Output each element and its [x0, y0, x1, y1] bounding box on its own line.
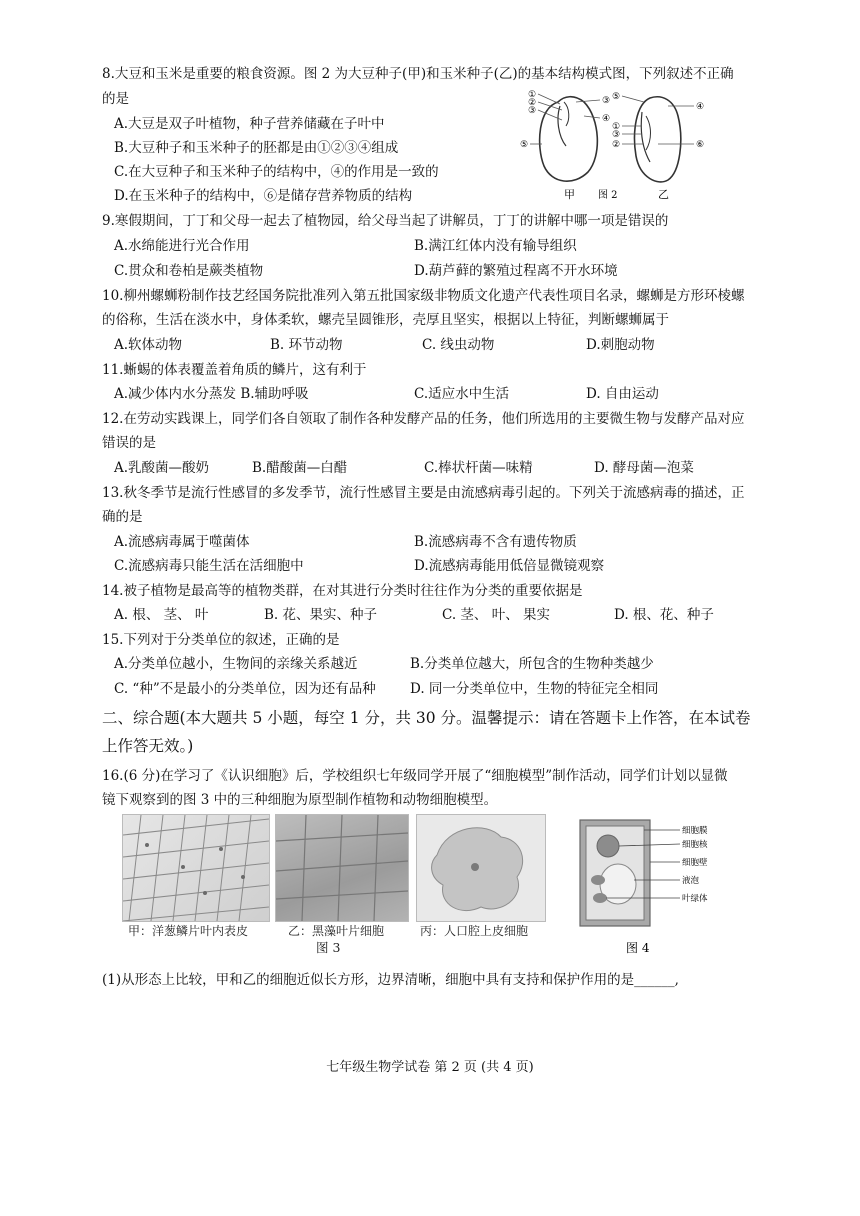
q16-stem-line2: 镜下观察到的图 3 中的三种细胞为原型制作植物和动物细胞模型。 — [102, 792, 498, 808]
q8-stem-line2: 的是 — [102, 91, 129, 107]
q16-stem-line1: 16.(6 分)在学习了《认识细胞》后，学校组织七年级同学开展了“细胞模型”制作活动，同学们计划以显微 — [102, 768, 728, 784]
q13-option-c: C.流感病毒只能生活在活细胞中 — [114, 558, 304, 574]
q8-fig-label: ④ — [696, 102, 705, 112]
fig4-label: 液泡 — [682, 876, 700, 886]
q15-option-c: C. “种”不是最小的分类单位，因为还有品种 — [114, 681, 376, 697]
photo-onion-epidermis — [122, 814, 270, 922]
q12-stem-line1: 12.在劳动实践课上，同学们各自领取了制作各种发酵产品的任务，他们所选用的主要微生物与发酵产品对应 — [102, 411, 745, 427]
fig4-label: 细胞膜 — [682, 826, 708, 836]
q8-fig-label: ① — [612, 122, 621, 132]
q8-fig-label: ② — [528, 98, 537, 108]
figure-3-caption: 图 3 — [316, 940, 341, 955]
q14-option-a: A. 根、 茎、 叶 — [114, 607, 209, 623]
q14-stem: 14.被子植物是最高等的植物类群，在对其进行分类时往往作为分类的重要依据是 — [102, 583, 583, 599]
q12-option-c: C.棒状杆菌—味精 — [424, 460, 533, 476]
seed-diagram-illustration — [518, 86, 718, 202]
q11-option-ab: A.减少体内水分蒸发 B.辅助呼吸 — [114, 386, 309, 402]
q16-sub1: (1)从形态上比较，甲和乙的细胞近似长方形，边界清晰，细胞中具有支持和保护作用的是______, — [102, 972, 679, 988]
q13-stem-line1: 13.秋冬季节是流行性感冒的多发季节，流行性感冒主要是由流感病毒引起的。下列关于流感病毒的描述，正 — [102, 485, 745, 501]
photo-cheek-epithelial-cells — [416, 814, 546, 922]
q15-option-b: B.分类单位越大，所包含的生物种类越少 — [410, 656, 654, 672]
q10-stem-line1: 10.柳州螺蛳粉制作技艺经国务院批准列入第五批国家级非物质文化遗产代表性项目名录，螺蛳是方形环棱螺 — [102, 288, 745, 304]
q8-fig-label: ⑤ — [520, 140, 529, 150]
q12-stem-line2: 错误的是 — [102, 435, 156, 451]
q8-fig-label: ③ — [602, 96, 611, 106]
fig3-caption-yi: 乙：黑藻叶片细胞 — [288, 924, 385, 938]
q11-option-c: C.适应水中生活 — [414, 386, 510, 402]
fig3-caption-bing: 丙：人口腔上皮细胞 — [420, 924, 529, 938]
q10-option-c: C. 线虫动物 — [422, 337, 495, 353]
q9-option-c: C.贯众和卷柏是蕨类植物 — [114, 263, 264, 279]
q8-option-c: C.在大豆种子和玉米种子的结构中，④的作用是一致的 — [114, 164, 439, 180]
figure-4-caption: 图 4 — [626, 941, 650, 955]
q14-option-c: C. 茎、 叶、 果实 — [442, 607, 551, 623]
q9-stem: 9.寒假期间，丁丁和父母一起去了植物园，给父母当起了讲解员，丁丁的讲解中哪一项是错误的 — [102, 213, 669, 229]
q11-option-d: D. 自由运动 — [586, 386, 659, 402]
q10-option-a: A.软体动物 — [114, 337, 183, 353]
fig4-label: 细胞壁 — [682, 858, 708, 868]
q12-option-d: D. 酵母菌—泡菜 — [594, 460, 694, 476]
q15-option-a: A.分类单位越小，生物间的亲缘关系越近 — [114, 656, 358, 672]
q9-option-d: D.葫芦藓的繁殖过程离不开水环境 — [414, 263, 618, 279]
q12-option-b: B.醋酸菌—白醋 — [252, 460, 348, 476]
fig3-caption-jia: 甲：洋葱鳞片叶内表皮 — [128, 924, 249, 938]
q13-stem-line2: 确的是 — [102, 509, 143, 525]
section-2-heading-line2: 上作答无效。) — [102, 737, 194, 755]
q12-option-a: A.乳酸菌—酸奶 — [114, 460, 210, 476]
q8-fig-label: ② — [612, 140, 621, 150]
q8-fig-label: ④ — [602, 114, 611, 124]
q8-option-d: D.在玉米种子的结构中，⑥是储存营养物质的结构 — [114, 188, 413, 204]
fig4-label: 细胞核 — [682, 840, 708, 850]
q15-option-d: D. 同一分类单位中，生物的特征完全相同 — [410, 681, 659, 697]
q9-option-a: A.水绵能进行光合作用 — [114, 238, 250, 254]
q9-option-b: B.满江红体内没有输导组织 — [414, 238, 577, 254]
q13-option-b: B.流感病毒不含有遗传物质 — [414, 534, 577, 550]
q8-fig-label: ① — [528, 90, 537, 100]
q13-option-a: A.流感病毒属于噬菌体 — [114, 534, 250, 550]
section-2-heading-line1: 二、综合题(本大题共 5 小题，每空 1 分，共 30 分。温馨提示：请在答题卡上作答，在本试卷 — [102, 709, 751, 727]
q8-fig-label: ⑥ — [696, 140, 705, 150]
q15-stem: 15.下列对于分类单位的叙述，正确的是 — [102, 632, 340, 648]
q8-caption-yi: 乙 — [658, 188, 669, 201]
q8-caption-jia: 甲 — [564, 188, 575, 201]
q11-stem: 11.蜥蜴的体表覆盖着角质的鳞片，这有利于 — [102, 362, 367, 378]
q8-option-a: A.大豆是双子叶植物，种子营养储藏在子叶中 — [114, 116, 385, 132]
q10-option-b: B. 环节动物 — [270, 337, 343, 353]
q14-option-d: D. 根、花、种子 — [614, 607, 714, 623]
q10-option-d: D.刺胞动物 — [586, 337, 655, 353]
q10-stem-line2: 的俗称，生活在淡水中，身体柔软，螺壳呈圆锥形，壳厚且坚实，根据以上特征，判断螺蛳属于 — [102, 312, 669, 328]
figure-4-plant-cell — [570, 814, 720, 956]
q8-fig-label: ⑤ — [612, 92, 621, 102]
plant-cell-diagram — [570, 814, 720, 956]
q8-option-b: B.大豆种子和玉米种子的胚都是由①②③④组成 — [114, 140, 399, 156]
q8-fig-label: ③ — [528, 106, 537, 116]
q8-fig-label: ③ — [612, 130, 621, 140]
fig4-label: 叶绿体 — [682, 894, 708, 904]
photo-hydrilla-leaf-cells — [275, 814, 409, 922]
q8-caption-figure: 图 2 — [598, 190, 618, 201]
q14-option-b: B. 花、果实、种子 — [264, 607, 378, 623]
page-footer: 七年级生物学试卷 第 2 页 (共 4 页) — [326, 1060, 534, 1075]
q8-stem-line1: 8.大豆和玉米是重要的粮食资源。图 2 为大豆种子(甲)和玉米种子(乙)的基本结构模式图，下列叙述不正确 — [102, 66, 734, 82]
q13-option-d: D.流感病毒能用低倍显微镜观察 — [414, 558, 605, 574]
figure-2-seeds — [518, 86, 718, 202]
